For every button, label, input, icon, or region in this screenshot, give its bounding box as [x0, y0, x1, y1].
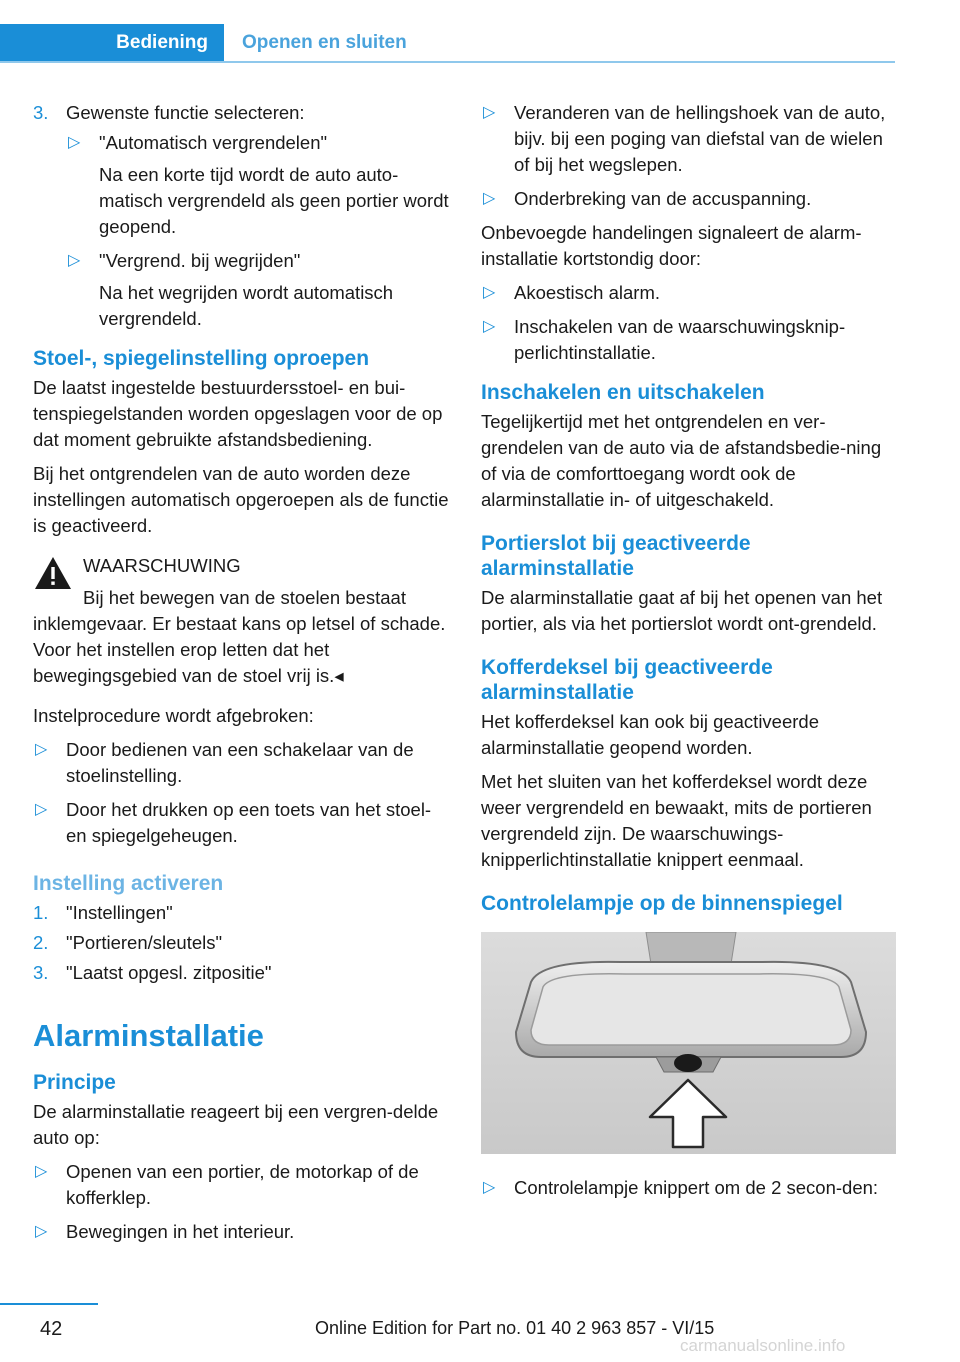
list-item-text: Controlelampje knippert om de 2 secon-den:: [514, 1177, 879, 1198]
step-3: [33, 100, 453, 126]
step-number: 3.: [33, 102, 49, 123]
triangle-bullet-icon: ▷: [35, 741, 48, 758]
triangle-bullet-icon: ▷: [35, 1223, 48, 1240]
header-divider: [0, 61, 895, 63]
paragraph: Instelprocedure wordt afgebroken:: [33, 705, 314, 726]
heading-indicator-lamp: Controlelampje op de binnenspiegel: [481, 892, 843, 915]
triangle-bullet-icon: ▷: [483, 318, 496, 335]
option-text: Na het wegrijden wordt automatisch vergrendeld.: [99, 282, 394, 329]
item-number: 1.: [33, 902, 49, 923]
step-label: Gewenste functie selecteren:: [66, 102, 305, 123]
list-item-text: Door bedienen van een schakelaar van de stoelinstelling.: [66, 739, 414, 786]
paragraph: De alarminstallatie gaat af bij het openen van het portier, als via het portierslot wordt ont-grendeld.: [481, 587, 883, 634]
item-text: "Instellingen": [66, 902, 173, 923]
heading-seat-mirror: Stoel-, spiegelinstelling oproepen: [33, 347, 370, 370]
triangle-bullet-icon: ▷: [483, 1179, 496, 1196]
list-item-text: Onderbreking van de accuspanning.: [514, 188, 812, 209]
paragraph: Het kofferdeksel kan ook bij geactiveerde alarminstallatie geopend worden.: [481, 711, 819, 758]
triangle-bullet-icon: ▷: [483, 104, 496, 121]
warning-text: Bij het bewegen van de stoelen bestaat inklemgevaar. Er bestaat kans op letsel of schade. Voor het instellen erop letten dat het bewegingsgebied van de stoel vrij is.◂: [33, 587, 446, 686]
page-header: [0, 0, 960, 64]
list-item: [481, 280, 901, 306]
list-item: [66, 130, 453, 240]
numbered-item: [33, 900, 453, 926]
list-item: [33, 1159, 453, 1211]
triangle-bullet-icon: ▷: [68, 134, 81, 151]
left-column: [33, 100, 453, 1253]
footer-divider: [0, 1303, 98, 1305]
heading-trunk: Kofferdeksel bij geactiveerde alarminstallatie: [481, 656, 773, 704]
triangle-bullet-icon: ▷: [483, 190, 496, 207]
heading-principe: Principe: [33, 1071, 116, 1094]
numbered-item: [33, 930, 453, 956]
list-item: [481, 314, 901, 366]
list-item-text: Akoestisch alarm.: [514, 282, 660, 303]
step-3-options: [33, 130, 453, 332]
heading-door-lock: Portierslot bij geactiveerde alarminstallatie: [481, 532, 751, 580]
list-item-text: Inschakelen van de waarschuwingsknip-perlichtinstallatie.: [514, 316, 846, 363]
right-column: [481, 100, 901, 1209]
tab-bediening[interactable]: Bediening: [0, 24, 224, 62]
watermark: carmanualsonline.info: [680, 1336, 846, 1355]
paragraph: Onbevoegde handelingen signaleert de alarm-installatie kortstondig door:: [481, 222, 862, 269]
rearview-mirror-image: [481, 932, 896, 1154]
heading-alarm: Alarminstallatie: [33, 1018, 264, 1053]
paragraph: De alarminstallatie reageert bij een vergren-delde auto op:: [33, 1101, 439, 1148]
item-text: "Portieren/sleutels": [66, 932, 223, 953]
triangle-bullet-icon: ▷: [68, 252, 81, 269]
option-title: "Vergrend. bij wegrijden": [99, 250, 301, 271]
list-item-text: Veranderen van de hellingshoek van de auto, bijv. bij een poging van diefstal van de wielen of bij het wegslepen.: [514, 102, 886, 175]
list-item: [33, 737, 453, 789]
list-item: [66, 248, 453, 332]
option-title: "Automatisch vergrendelen": [99, 132, 328, 153]
item-number: 3.: [33, 962, 49, 983]
warning-title: WAARSCHUWING: [83, 555, 241, 576]
edition-text: Online Edition for Part no. 01 40 2 963 857 - VI/15: [315, 1318, 715, 1338]
paragraph: De laatst ingestelde bestuurdersstoel- en bui-tenspiegelstanden worden opgeslagen voor de op dat moment gebruikte afstandsbediening.: [33, 377, 443, 450]
paragraph: Bij het ontgrendelen van de auto worden deze instellingen automatisch opgeroepen als de functie is geactiveerd.: [33, 463, 449, 536]
page-number: 42: [40, 1318, 63, 1340]
option-text: Na een korte tijd wordt de auto auto-matisch vergrendeld als geen portier wordt geopend.: [99, 164, 449, 237]
paragraph: Met het sluiten van het kofferdeksel wordt deze weer vergrendeld en bewaakt, mits de portieren vergrendeld zijn. De waarschuwings-knipperlichtinstallatie knippert eenmaal.: [481, 771, 872, 870]
warning-block: [33, 553, 453, 689]
list-item: [481, 100, 901, 178]
list-item: [33, 797, 453, 849]
list-item-text: Bewegingen in het interieur.: [66, 1221, 295, 1242]
heading-activate: Instelling activeren: [33, 872, 224, 895]
triangle-bullet-icon: ▷: [483, 284, 496, 301]
list-item-text: Door het drukken op een toets van het stoel- en spiegelgeheugen.: [66, 799, 432, 846]
triangle-bullet-icon: ▷: [35, 1163, 48, 1180]
warning-icon: [33, 555, 73, 591]
numbered-item: [33, 960, 453, 986]
list-item: [481, 1175, 901, 1201]
heading-switch: Inschakelen en uitschakelen: [481, 381, 765, 404]
list-item-text: Openen van een portier, de motorkap of de kofferklep.: [66, 1161, 419, 1208]
tab-openen-en-sluiten[interactable]: Openen en sluiten: [242, 32, 407, 53]
item-text: "Laatst opgesl. zitpositie": [66, 962, 272, 983]
triangle-bullet-icon: ▷: [35, 801, 48, 818]
paragraph: Tegelijkertijd met het ontgrendelen en ver-grendelen van de auto via de afstandsbedie-ning of via de comforttoegang wordt ook de alarminstallatie in- of uitgeschakeld.: [481, 411, 882, 510]
list-item: [481, 186, 901, 212]
item-number: 2.: [33, 932, 49, 953]
list-item: [33, 1219, 453, 1245]
